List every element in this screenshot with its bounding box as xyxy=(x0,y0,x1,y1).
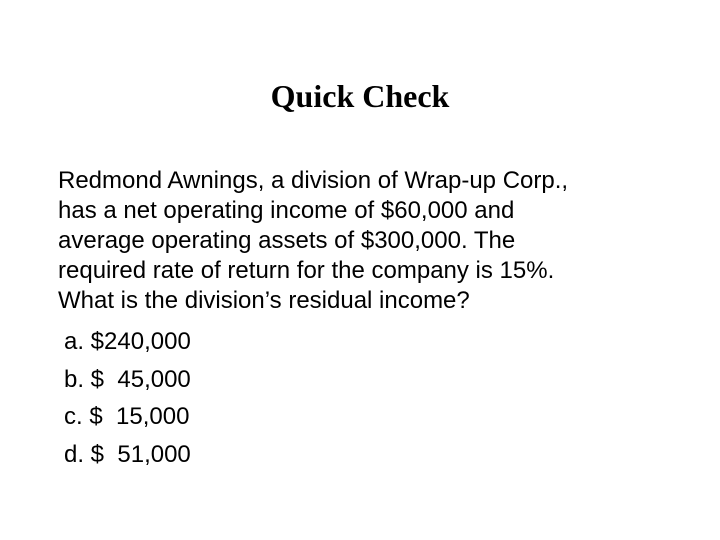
answer-options xyxy=(58,323,698,473)
answer-option-b: b. $ 45,000 xyxy=(64,365,191,393)
question-line: Redmond Awnings, a division of Wrap-up Corp., xyxy=(58,167,569,194)
question-line: average operating assets of $300,000. The xyxy=(58,227,516,254)
question-line: What is the division’s residual income? xyxy=(58,287,470,314)
answer-option-d: d. $ 51,000 xyxy=(64,440,191,468)
slide-title: Quick Check xyxy=(270,78,450,114)
answer-option-a: a. $240,000 xyxy=(64,328,191,355)
question-block xyxy=(58,166,698,473)
question-line: has a net operating income of $60,000 and xyxy=(58,197,515,224)
question-line: required rate of return for the company is 15%. xyxy=(58,257,555,284)
answer-option-c: c. $ 15,000 xyxy=(64,403,190,430)
